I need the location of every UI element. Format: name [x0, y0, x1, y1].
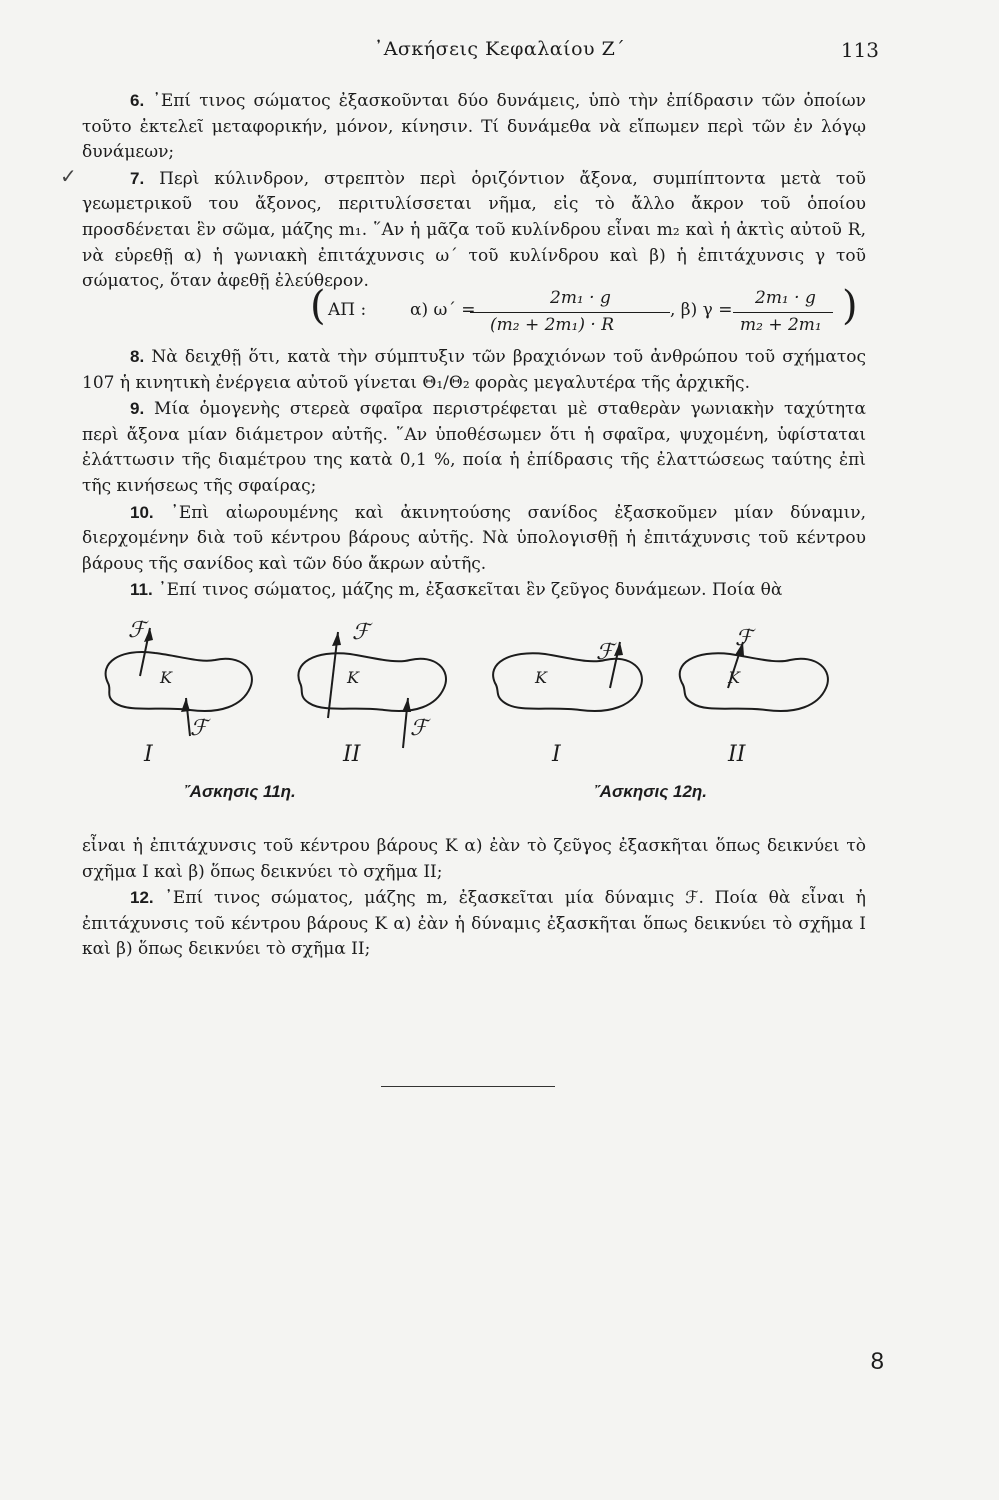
exercise-number: 11.	[130, 580, 153, 600]
close-paren: )	[842, 283, 858, 329]
exercise-11-continued: εἶναι ἡ ἐπιτάχυνσις τοῦ κέντρου βάρους K α) ἐὰν τὸ ζεῦγος ἐξασκῆται ὅπως δεικνύει τὸ σχῆμα I καὶ β) ὅπως δεικνύει τὸ σχῆμα II;	[82, 836, 866, 882]
exercise-7	[82, 166, 866, 295]
answer-label: ΑΠ :	[328, 300, 367, 320]
answer-b-label: , β) γ =	[670, 300, 733, 320]
exercise-number: 8.	[130, 347, 145, 366]
exercise-text: Νὰ δειχθῇ ὅτι, κατὰ τὴν σύμπτυξιν τῶν βραχιόνων τοῦ ἀνθρώπου τοῦ σχήματος 107 ἡ κινητικὴ ἐνέργεια αὐτοῦ γίνεται Θ₁/Θ₂ φορὰς μεγαλυτέρα τῆς ἀρχικῆς.	[82, 347, 867, 393]
page-number: 113	[840, 38, 879, 62]
body-outline	[680, 653, 828, 711]
text-block-top	[82, 88, 866, 295]
force-label: ℱ	[190, 716, 208, 741]
center-label: K	[160, 668, 172, 687]
force-label: ℱ	[596, 640, 614, 665]
body-outline	[298, 653, 446, 711]
fraction-bar	[733, 312, 833, 313]
check-mark-icon: ✓	[60, 164, 77, 188]
arrow-head	[332, 632, 341, 646]
fraction-bar	[470, 312, 670, 313]
exercise-number: 6.	[130, 91, 145, 110]
exercise-text: Μία ὁμογενὴς στερεὰ σφαῖρα περιστρέφεται μὲ σταθερὰν γωνιακὴν ταχύτητα περὶ ἄξονα μίαν διάμετρον αὐτῆς. ῞Αν ὑποθέσωμεν ὅτι ἡ σφαῖρα, ψυχομένη, ὑφίσταται ἐλάττωσιν τῆς διαμέτρου της κατὰ 0,1 %, ποία ἡ ἐπίδρασις τῆς ἐλαττώσεως ταύτης ἐπὶ τῆς κινήσεως τῆς σφαίρας;	[82, 399, 866, 496]
exercise-number: 12.	[130, 888, 154, 908]
figures-row	[100, 618, 900, 818]
force-label: ℱ	[128, 618, 146, 643]
answer-b-denominator: m₂ + 2m₁	[740, 315, 822, 335]
exercise-6	[82, 88, 866, 166]
text-block-middle	[82, 344, 866, 604]
force-label: ℱ	[410, 716, 428, 741]
body-outline	[106, 652, 252, 711]
answer-a-numerator: 2m₁ · g	[550, 288, 611, 308]
figure-caption: ῎Ασκησις 11η.	[184, 782, 296, 801]
exercise-text: ᾿Επί τινος σώματος ἐξασκοῦνται δύο δυνάμεις, ὑπὸ τὴν ἐπίδρασιν τῶν ὁποίων τοῦτο ἐκτελεῖ μεταφορικήν, μόνον, κίνησιν. Τί δυνάμεθα νὰ εἴπωμεν περὶ τῶν ἐν λόγῳ δυνάμεων;	[82, 91, 867, 163]
exercise-number: 7.	[130, 168, 145, 188]
center-label: K	[535, 668, 547, 687]
exercise-number: 10.	[130, 502, 154, 522]
text-block-bottom	[82, 834, 866, 963]
arrow-head	[181, 698, 190, 712]
exercise-11	[82, 577, 866, 604]
answer-a-denominator: (m₂ + 2m₁) · R	[490, 315, 615, 335]
answer-b-numerator: 2m₁ · g	[755, 288, 816, 308]
exercise-8	[82, 344, 866, 396]
running-header	[0, 34, 999, 64]
center-label: K	[347, 668, 359, 687]
arrow-head	[144, 628, 153, 642]
force-label: ℱ	[735, 626, 753, 651]
exercise-number: 9.	[130, 399, 145, 419]
figure-label: II	[728, 742, 746, 767]
exercise-text: ᾿Επὶ αἰωρουμένης καὶ ἀκινητούσης σανίδος ἐξασκοῦμεν μίαν δύναμιν, διερχομένην διὰ τοῦ κέντρου βάρους αὐτῆς. Νὰ ὑπολογισθῇ ἡ ἐπιτάχυνσις τοῦ κέντρου βάρους τῆς σανίδος καὶ τῶν δύο ἄκρων αὐτῆς.	[82, 502, 867, 574]
signature-mark: 8	[870, 1348, 884, 1375]
body-outline	[493, 653, 642, 711]
figure-label: II	[343, 742, 361, 767]
end-rule	[381, 1086, 555, 1087]
force-label: ℱ	[352, 620, 370, 645]
figure-caption: ῎Ασκησις 12η.	[594, 782, 708, 801]
answer-formula	[310, 283, 910, 335]
arrow-head	[402, 698, 411, 712]
exercise-9	[82, 396, 866, 499]
figure-label: I	[552, 742, 561, 767]
arrow-head	[614, 642, 623, 656]
exercise-10	[82, 500, 866, 578]
exercise-text: ᾿Επί τινος σώματος, μάζης m, ἐξασκεῖται μία δύναμις ℱ. Ποία θὰ εἶναι ἡ ἐπιτάχυνσις τοῦ κέντρου βάρους K α) ἐὰν ἡ δύναμις ἐξασκῆται ὅπως δεικνύει τὸ σχῆμα I καὶ β) ὅπως δεικνύει τὸ σχῆμα II;	[82, 888, 866, 960]
exercise-text: Περὶ κύλινδρον, στρεπτὸν περὶ ὁριζόντιον ἄξονα, συμπίπτοντα μετὰ τοῦ γεωμετρικοῦ του ἄξονος, περιτυλίσσεται νῆμα, εἰς τὸ ἄλλο ἄκρον τοῦ ὁποίου προσδένεται ἓν σῶμα, μάζης m₁. ῞Αν ἡ μᾶζα τοῦ κυλίνδρου εἶναι m₂ καὶ ἡ ἀκτὶς αὐτοῦ R, νὰ εὑρεθῇ α) ἡ γωνιακὴ ἐπιτάχυνσις ω΄ τοῦ κυλίνδρου καὶ β) ἡ ἐπιτάχυνσις γ τοῦ σώματος, ὅταν ἀφεθῇ ἐλεύθερον.	[82, 168, 866, 292]
center-label: K	[728, 668, 740, 687]
answer-a-label: α) ω΄ =	[410, 300, 476, 320]
exercise-12	[82, 885, 866, 963]
figure-label: I	[144, 742, 153, 767]
exercise-text: ᾿Επί τινος σώματος, μάζης m, ἐξασκεῖται ἓν ζεῦγος δυνάμεων. Ποία θὰ	[158, 580, 783, 601]
header-title: ᾿Ασκήσεις Κεφαλαίου Ζ΄	[373, 38, 626, 60]
open-paren: (	[310, 283, 326, 329]
